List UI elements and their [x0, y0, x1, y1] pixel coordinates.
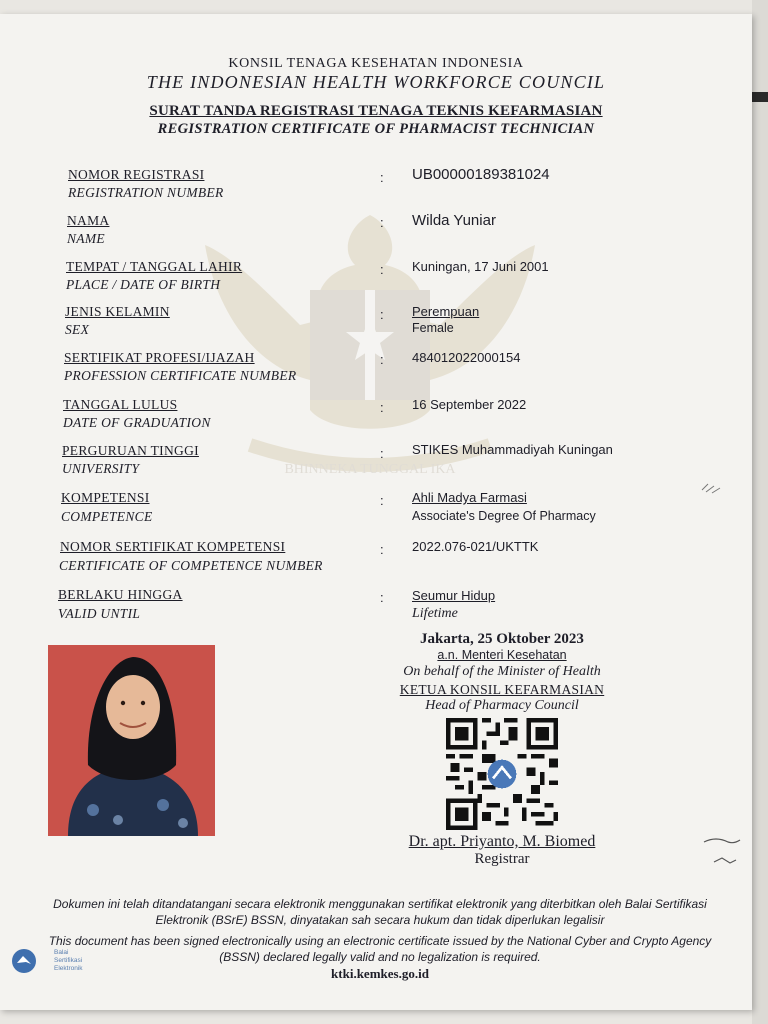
field-label-en: COMPETENCE — [61, 509, 153, 524]
legal-note-en-line1: This document has been signed electronically using an electronic certificate issued by the National Cyber and Crypto Agency — [48, 934, 712, 948]
field-label-en: DATE OF GRADUATION — [63, 415, 211, 430]
field-label-id: TEMPAT / TANGGAL LAHIR — [66, 259, 243, 274]
legal-note-id-line1: Dokumen ini telah ditandatangani secara elektronik menggunakan sertifikat elektronik yang diterbitkan oleh Balai Sertifikasi — [53, 897, 707, 911]
watermark-motto: BHINNEKA TUNGGAL IKA — [284, 462, 456, 477]
website[interactable]: ktki.kemkes.go.id — [331, 966, 429, 981]
field-label-id: NOMOR REGISTRASI — [68, 167, 205, 182]
field-label-id: JENIS KELAMIN — [65, 304, 170, 319]
legal-note-en-line2: (BSSN) declared legally valid and no legalization is required. — [219, 950, 541, 964]
field-label-en: CERTIFICATE OF COMPETENCE NUMBER — [59, 558, 323, 573]
field-value: 484012022000154 — [412, 350, 521, 365]
field-colon: : — [380, 352, 384, 367]
place-date: Jakarta, 25 Oktober 2023 — [420, 631, 584, 647]
signer-name: Dr. apt. Priyanto, M. Biomed — [408, 833, 596, 850]
field-label-en: PLACE / DATE OF BIRTH — [66, 277, 221, 292]
signer-role: Registrar — [474, 851, 530, 867]
field-value: Kuningan, 17 Juni 2001 — [412, 259, 549, 274]
field-value: Seumur Hidup — [412, 588, 496, 603]
field-label-id: SERTIFIKAT PROFESI/IJAZAH — [64, 350, 255, 365]
field-label-en: UNIVERSITY — [62, 461, 140, 476]
bsre-logo-line3: Elektronik — [54, 965, 83, 972]
legal-note-id-line2: Elektronik (BSrE) BSSN, dinyatakan sah secara hukum dan tidak diperlukan legalisir — [155, 913, 605, 927]
margin-scribble — [700, 478, 724, 496]
field-colon: : — [380, 590, 384, 605]
background-edge — [752, 0, 768, 1024]
field-colon: : — [380, 446, 384, 461]
field-colon: : — [380, 493, 384, 508]
field-value: 2022.076-021/UKTTK — [412, 539, 539, 554]
position-id: KETUA KONSIL KEFARMASIAN — [399, 682, 605, 697]
org-name-en: THE INDONESIAN HEALTH WORKFORCE COUNCIL — [146, 72, 606, 92]
field-value-en: Female — [412, 321, 454, 335]
field-value: Ahli Madya Farmasi — [412, 490, 527, 505]
qr-code-icon[interactable] — [446, 718, 558, 830]
field-value: Perempuan — [412, 304, 480, 319]
field-label-en: PROFESSION CERTIFICATE NUMBER — [64, 368, 297, 383]
org-name-id: KONSIL TENAGA KESEHATAN INDONESIA — [228, 56, 524, 71]
field-label-id: PERGURUAN TINGGI — [62, 443, 199, 458]
field-label-en: REGISTRATION NUMBER — [68, 185, 224, 200]
field-value: 16 September 2022 — [412, 397, 527, 412]
field-value: Wilda Yuniar — [412, 212, 496, 229]
certificate-title-en: REGISTRATION CERTIFICATE OF PHARMACIST TECHNICIAN — [157, 121, 595, 137]
field-colon: : — [380, 170, 384, 185]
certificate-title-id: SURAT TANDA REGISTRASI TENAGA TEKNIS KEFARMASIAN — [149, 103, 603, 119]
field-label-id: TANGGAL LULUS — [63, 397, 178, 412]
field-label-id: KOMPETENSI — [61, 490, 150, 505]
holder-photo — [48, 645, 215, 836]
field-value: UB00000189381024 — [412, 166, 550, 183]
field-label-id: BERLAKU HINGGA — [58, 587, 183, 602]
on-behalf-en: On behalf of the Minister of Health — [403, 664, 601, 679]
field-label-en: NAME — [67, 231, 105, 246]
field-colon: : — [380, 262, 384, 277]
field-value-en: Lifetime — [412, 606, 458, 621]
field-colon: : — [380, 215, 384, 230]
field-label-id: NAMA — [67, 213, 110, 228]
margin-scribble — [700, 832, 744, 872]
bsre-logo-line2: Sertifikasi — [54, 957, 83, 964]
field-colon: : — [380, 400, 384, 415]
field-label-id: NOMOR SERTIFIKAT KOMPETENSI — [60, 539, 286, 554]
bsre-logo-icon — [10, 948, 100, 974]
field-label-en: VALID UNTIL — [58, 606, 141, 621]
field-colon: : — [380, 307, 384, 322]
field-value-en: Associate's Degree Of Pharmacy — [412, 509, 596, 523]
position-en: Head of Pharmacy Council — [425, 698, 579, 713]
on-behalf-id: a.n. Menteri Kesehatan — [437, 648, 567, 662]
bsre-logo-line1: Balai — [54, 949, 69, 956]
field-value: STIKES Muhammadiyah Kuningan — [412, 442, 613, 457]
field-label-en: SEX — [65, 322, 90, 337]
field-colon: : — [380, 542, 384, 557]
